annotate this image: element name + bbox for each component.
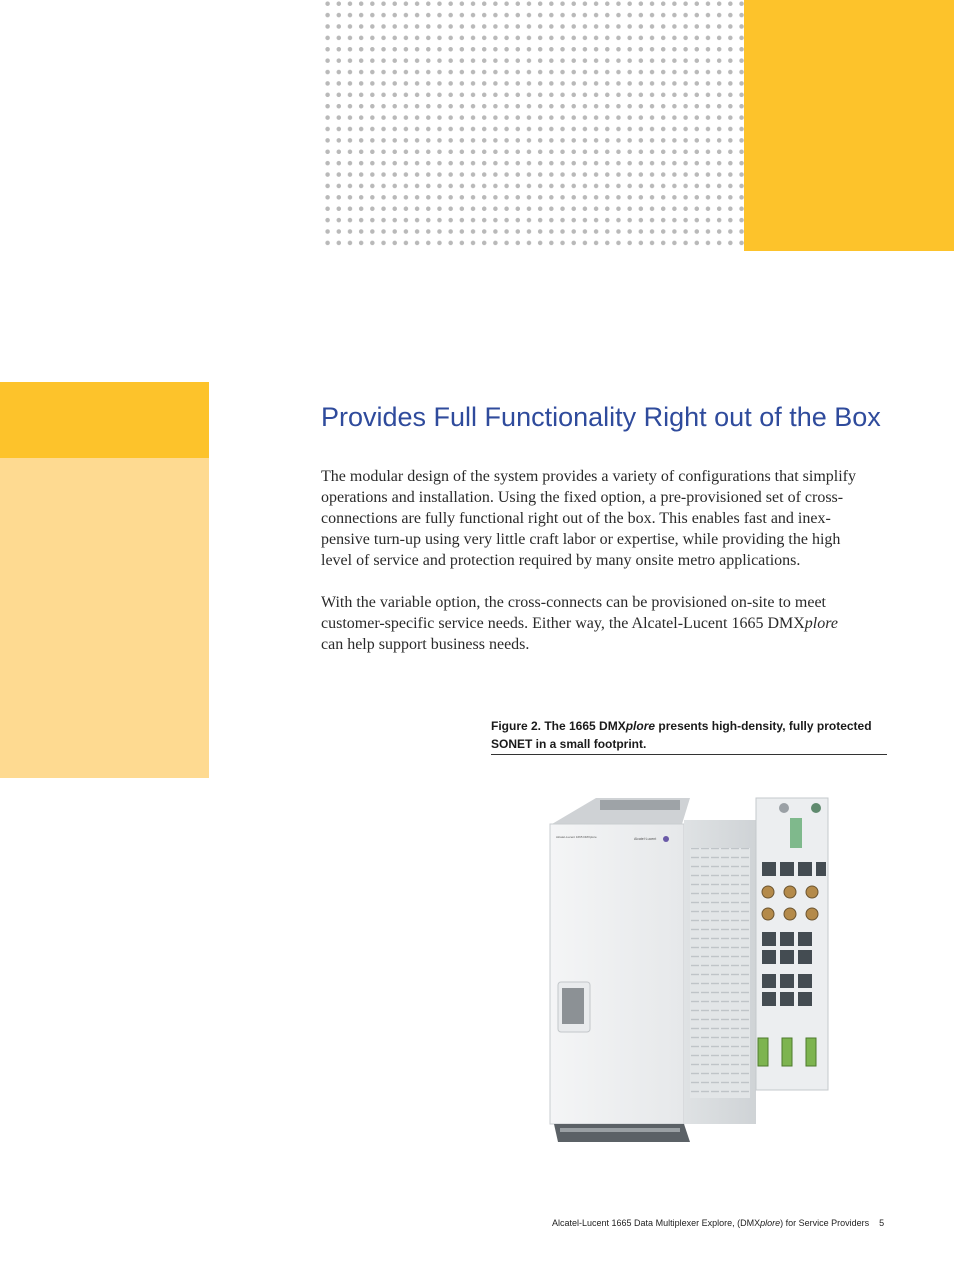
- yellow-block-top: [744, 0, 954, 251]
- paragraph-1: [321, 466, 886, 571]
- page-title: Provides Full Functionality Right out of the Box: [321, 402, 881, 432]
- caption-line: SONET in a small footprint.: [491, 737, 647, 751]
- page-number: 5: [879, 1218, 885, 1228]
- side-vents: [690, 848, 750, 1098]
- paragraph-1-line: operations and installation. Using the fixed option, a pre-provisioned set of cross-: [321, 489, 844, 506]
- paragraph-1-line: The modular design of the system provides a variety of configurations that simplify: [321, 468, 856, 485]
- paragraph-2-italic: plore: [804, 615, 838, 632]
- side-bar-light: [0, 458, 209, 778]
- device-front-door: [550, 824, 684, 1124]
- paragraph-2-line: [321, 613, 886, 634]
- caption-italic: plore: [625, 719, 656, 733]
- door-handle-recess: [562, 988, 584, 1024]
- terminal-block: [790, 818, 802, 848]
- device-top-shadow: [600, 800, 680, 810]
- side-bar-accent: [0, 382, 209, 458]
- device-model-label: Alcatel-Lucent 1665 DMXplore: [556, 835, 597, 839]
- paragraph-2: [321, 592, 886, 655]
- paragraph-1-line: connections are fully functional right out of the box. This enables fast and inex-: [321, 510, 831, 527]
- paragraph-2-line: can help support business needs.: [321, 636, 530, 653]
- paragraph-2-text: customer-specific service needs. Either way, the Alcatel-Lucent 1665 DMX: [321, 615, 805, 632]
- panel-led-icon: [811, 803, 821, 813]
- device-base: [554, 1124, 690, 1142]
- paragraph-2-line: With the variable option, the cross-connects can be provisioned on-site to meet: [321, 594, 826, 611]
- device-base-rail: [560, 1128, 680, 1132]
- caption-suffix: presents high-density, fully protected: [655, 719, 872, 733]
- panel-screw-icon: [779, 803, 789, 813]
- footer-italic: plore: [760, 1218, 781, 1228]
- caption-prefix: Figure 2. The 1665 DMX: [491, 719, 626, 733]
- brand-logo-icon: [663, 836, 669, 842]
- device-illustration: [540, 790, 840, 1150]
- figure-caption: [491, 717, 887, 755]
- paragraph-1-line: pensive turn-up using very little craft labor or expertise, while providing the high: [321, 531, 841, 548]
- paragraph-1-line: level of service and protection required by many onsite metro applications.: [321, 552, 801, 569]
- rj45-ports-top: [762, 862, 826, 876]
- footer-text-end: ) for Service Providers: [780, 1218, 870, 1228]
- dot-pattern: [322, 0, 744, 250]
- footer-text: Alcatel-Lucent 1665 Data Multiplexer Explore, (DMX: [552, 1218, 761, 1228]
- device-brand-label: Alcatel·Lucent: [634, 837, 657, 841]
- green-terminals: [758, 1038, 816, 1066]
- caption-line: [491, 717, 887, 735]
- page-footer: [552, 1218, 884, 1228]
